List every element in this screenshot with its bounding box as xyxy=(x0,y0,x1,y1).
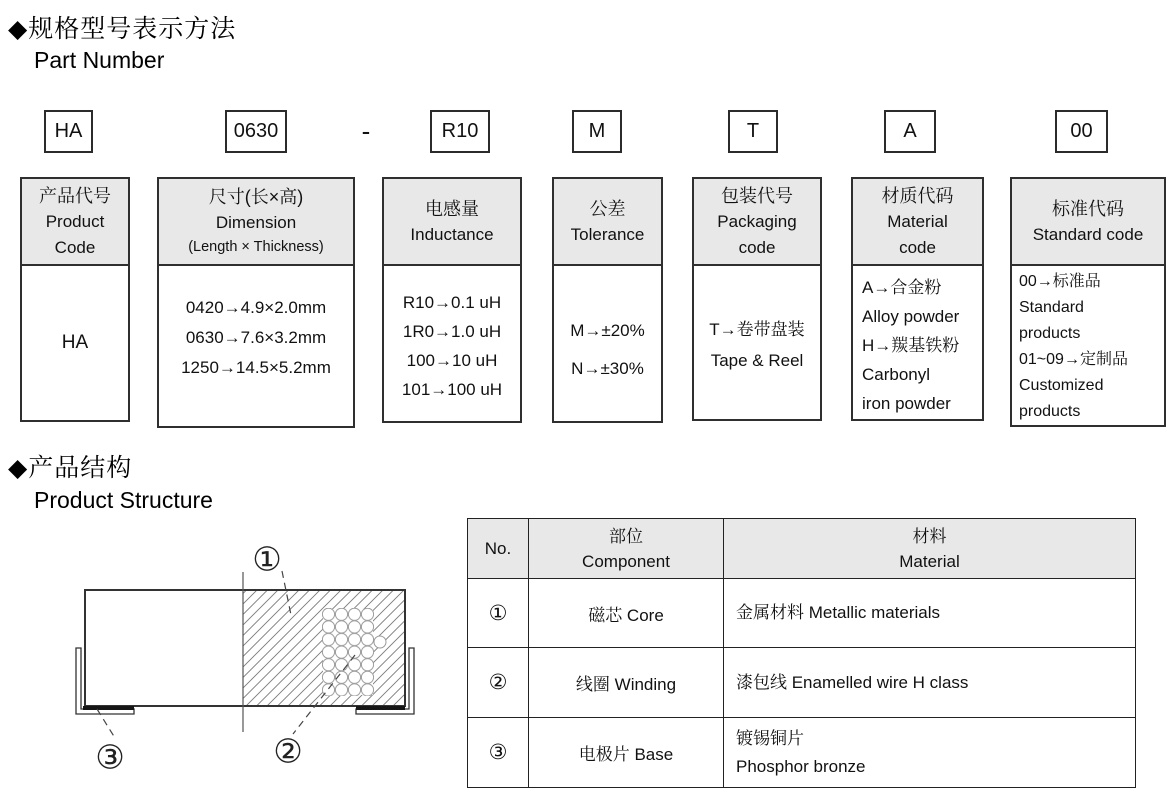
column-inductance-body xyxy=(384,266,520,421)
body-line: A→合金粉 xyxy=(862,278,942,297)
header-line: (Length × Thickness) xyxy=(188,239,324,255)
table-row xyxy=(468,718,1136,788)
material-line: 镀锡铜片 xyxy=(736,728,804,748)
diagram-label-1: ① xyxy=(252,540,282,578)
body-line: products xyxy=(1019,325,1081,342)
header-line: 标准代码 xyxy=(1052,198,1124,219)
header-line: 材质代码 xyxy=(881,185,954,206)
body-line: T→卷带盘装 xyxy=(709,320,805,339)
column-tolerance-body xyxy=(554,266,661,421)
material-line: Phosphor bronze xyxy=(736,756,866,776)
diagram-label-3: ③ xyxy=(95,738,125,776)
column-dimension xyxy=(157,177,355,428)
diagram-label-2: ② xyxy=(273,732,303,770)
row-material xyxy=(724,579,1136,648)
column-product-code-header xyxy=(22,179,128,266)
winding-circles xyxy=(322,608,374,696)
header-line: 产品代号 xyxy=(39,185,111,206)
code-box-tolerance: M xyxy=(572,110,622,153)
header-line: 电感量 xyxy=(425,198,479,219)
column-tolerance-header xyxy=(554,179,661,266)
row-component: 线圈 Winding xyxy=(529,648,724,718)
row-material xyxy=(724,648,1136,718)
column-inductance xyxy=(382,177,522,423)
column-standard-code-body xyxy=(1012,266,1164,425)
body-line: products xyxy=(1019,403,1081,420)
header-line: code xyxy=(899,237,936,257)
row-component: 电极片 Base xyxy=(529,718,724,788)
code-box-standard: 00 xyxy=(1055,110,1108,153)
row-component: 磁芯 Core xyxy=(529,579,724,648)
header-text: No. xyxy=(484,539,512,558)
body-line: 00→标准品 xyxy=(1019,273,1101,290)
code-box-material: A xyxy=(884,110,936,153)
column-dimension-body xyxy=(159,266,353,426)
part-number-heading-en: Part Number xyxy=(34,47,165,73)
body-line: 0630→7.6×3.2mm xyxy=(185,328,327,347)
body-line: N→±30% xyxy=(571,359,644,378)
header-text: Component xyxy=(582,551,670,571)
material-line: 金属材料 Metallic materials xyxy=(736,603,941,622)
header-line: Product xyxy=(45,211,105,231)
header-text: Material xyxy=(899,551,960,571)
header-line: 尺寸(长×高) xyxy=(208,187,304,207)
header-line: Material xyxy=(887,211,948,231)
body-line: Standard xyxy=(1019,299,1084,316)
header-line: code xyxy=(738,237,776,257)
code-box-packaging: T xyxy=(728,110,778,153)
table-header-no xyxy=(468,519,529,579)
body-line: Tape & Reel xyxy=(710,351,804,370)
table-row xyxy=(468,648,1136,718)
header-line: Inductance xyxy=(410,224,494,244)
row-no: ③ xyxy=(468,718,529,788)
body-line: H→羰基铁粉 xyxy=(862,336,960,355)
body-line: iron powder xyxy=(862,394,951,413)
terminal-bar-right xyxy=(356,706,405,710)
column-packaging-code-header xyxy=(694,179,820,266)
body-line: HA xyxy=(61,332,89,353)
body-line: 1R0→1.0 uH xyxy=(402,322,502,341)
code-box-dimension: 0630 xyxy=(225,110,287,153)
product-structure-heading-zh: ◆产品结构 xyxy=(8,454,133,482)
column-standard-code xyxy=(1010,177,1166,427)
header-line: Code xyxy=(54,237,96,257)
row-material xyxy=(724,718,1136,788)
column-standard-code-header xyxy=(1012,179,1164,266)
body-line: 0420→4.9×2.0mm xyxy=(185,298,327,317)
column-material-code-header xyxy=(853,179,982,266)
row-no: ① xyxy=(468,579,529,648)
header-line: Dimension xyxy=(215,213,297,232)
body-line: Alloy powder xyxy=(862,307,960,326)
column-dimension-header xyxy=(159,179,353,266)
column-inductance-header xyxy=(384,179,520,266)
body-line: 1250→14.5×5.2mm xyxy=(181,358,331,377)
product-structure-diagram xyxy=(60,535,440,785)
table-header-material xyxy=(724,519,1136,579)
table-row xyxy=(468,579,1136,648)
body-line: M→±20% xyxy=(570,321,645,340)
row-no: ② xyxy=(468,648,529,718)
code-separator: - xyxy=(361,116,371,146)
column-product-code-body xyxy=(22,266,128,420)
code-box-product: HA xyxy=(44,110,93,153)
header-line: 公差 xyxy=(589,198,626,219)
body-line: Customized xyxy=(1019,377,1104,394)
header-text: 部位 xyxy=(609,526,643,546)
winding-extra-circle xyxy=(374,636,386,648)
material-line: 漆包线 Enamelled wire H class xyxy=(736,672,969,692)
terminal-bar-left xyxy=(83,706,134,710)
header-line: 包装代号 xyxy=(721,185,793,206)
header-line: Packaging xyxy=(717,211,797,231)
column-packaging-code xyxy=(692,177,822,421)
header-text: 材料 xyxy=(912,526,947,546)
code-box-inductance: R10 xyxy=(430,110,490,153)
header-line: Standard code xyxy=(1032,224,1144,244)
body-line: Carbonyl xyxy=(862,365,931,384)
part-number-heading-zh: ◆规格型号表示方法 xyxy=(8,15,237,43)
body-line: 101→100 uH xyxy=(401,380,503,399)
body-line: 01~09→定制品 xyxy=(1019,351,1128,368)
product-structure-table xyxy=(467,518,1136,788)
column-tolerance xyxy=(552,177,663,423)
column-material-code-body xyxy=(853,266,982,419)
header-line: Tolerance xyxy=(570,224,645,244)
column-material-code xyxy=(851,177,984,421)
column-packaging-code-body xyxy=(694,266,820,419)
body-line: 100→10 uH xyxy=(406,351,498,370)
column-product-code xyxy=(20,177,130,422)
body-line: R10→0.1 uH xyxy=(402,293,502,312)
table-header-row xyxy=(468,519,1136,579)
table-header-component xyxy=(529,519,724,579)
product-structure-heading-en: Product Structure xyxy=(34,487,213,513)
